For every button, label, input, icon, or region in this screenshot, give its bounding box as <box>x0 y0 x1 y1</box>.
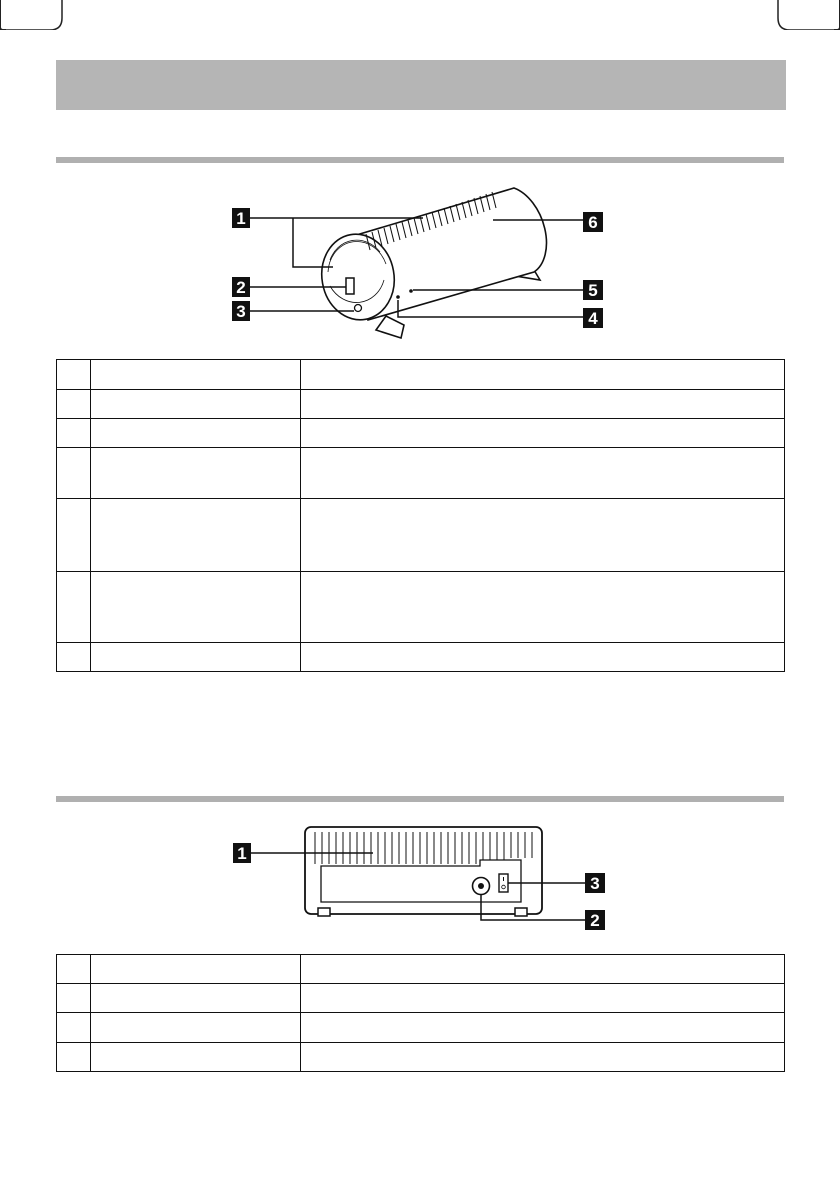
rear-right-foot <box>515 908 527 916</box>
rear-left-foot <box>318 908 330 916</box>
table-row <box>57 499 785 572</box>
part-description <box>301 984 785 1013</box>
front-callout-5-label: 5 <box>588 281 598 300</box>
row-number <box>57 1013 91 1043</box>
rear-section-rule <box>56 796 784 802</box>
part-name <box>91 390 301 419</box>
table-row <box>57 643 785 672</box>
row-number <box>57 643 91 672</box>
row-number <box>57 955 91 984</box>
row-number <box>57 390 91 419</box>
rear-callout-3-label: 3 <box>590 874 600 893</box>
section-title-bar <box>56 60 786 110</box>
front-callout-4-label: 4 <box>588 309 598 328</box>
table-row <box>57 984 785 1013</box>
indicator-led-b <box>396 295 400 299</box>
dc-jack-pin <box>478 883 484 889</box>
reset-hole <box>355 305 362 312</box>
part-description <box>301 499 785 572</box>
front-callout-4 <box>583 308 603 328</box>
usb-port <box>346 278 354 294</box>
fold-mark <box>0 0 840 30</box>
table-row <box>57 955 785 984</box>
front-callout-2 <box>232 277 250 297</box>
front-front-foot <box>376 316 404 338</box>
rear-callout-2 <box>585 910 605 930</box>
row-number <box>57 572 91 643</box>
table-row <box>57 1043 785 1072</box>
table-row <box>57 419 785 448</box>
part-name <box>91 499 301 572</box>
part-description <box>301 419 785 448</box>
rear-callout-2-label: 2 <box>590 911 600 930</box>
rear-callout-1 <box>233 843 251 863</box>
part-description <box>301 955 785 984</box>
front-callout-1 <box>232 208 250 228</box>
rear-callout-1-label: 1 <box>237 844 247 863</box>
front-callout-5 <box>583 280 603 300</box>
table-row <box>57 390 785 419</box>
part-description <box>301 360 785 390</box>
part-name <box>91 984 301 1013</box>
row-number <box>57 984 91 1013</box>
part-name <box>91 955 301 984</box>
part-description <box>301 643 785 672</box>
part-name <box>91 1043 301 1072</box>
part-name <box>91 419 301 448</box>
front-callout-3-label: 3 <box>236 302 246 321</box>
front-callout-3 <box>232 301 250 321</box>
part-name <box>91 448 301 499</box>
part-description <box>301 1043 785 1072</box>
front-parts-table <box>56 359 785 672</box>
part-name <box>91 360 301 390</box>
front-callout-2-label: 2 <box>236 278 246 297</box>
part-description <box>301 390 785 419</box>
row-number <box>57 448 91 499</box>
front-section-rule <box>56 157 784 163</box>
row-number <box>57 499 91 572</box>
part-description <box>301 448 785 499</box>
front-view-illustration <box>218 180 618 340</box>
front-callout-6 <box>583 212 603 232</box>
part-name <box>91 572 301 643</box>
part-description <box>301 572 785 643</box>
table-row <box>57 1013 785 1043</box>
front-callout-1-label: 1 <box>236 209 246 228</box>
rear-callout-3 <box>585 873 605 893</box>
rear-parts-table <box>56 954 785 1072</box>
table-row <box>57 360 785 390</box>
table-row <box>57 572 785 643</box>
rear-view-illustration <box>225 822 620 937</box>
part-name <box>91 1013 301 1043</box>
part-description <box>301 1013 785 1043</box>
rear-lower-panel <box>321 860 521 902</box>
table-row <box>57 448 785 499</box>
row-number <box>57 1043 91 1072</box>
indicator-led-a <box>409 289 413 293</box>
row-number <box>57 419 91 448</box>
front-callout-6-label: 6 <box>588 213 598 232</box>
power-switch <box>499 874 508 892</box>
part-name <box>91 643 301 672</box>
row-number <box>57 360 91 390</box>
